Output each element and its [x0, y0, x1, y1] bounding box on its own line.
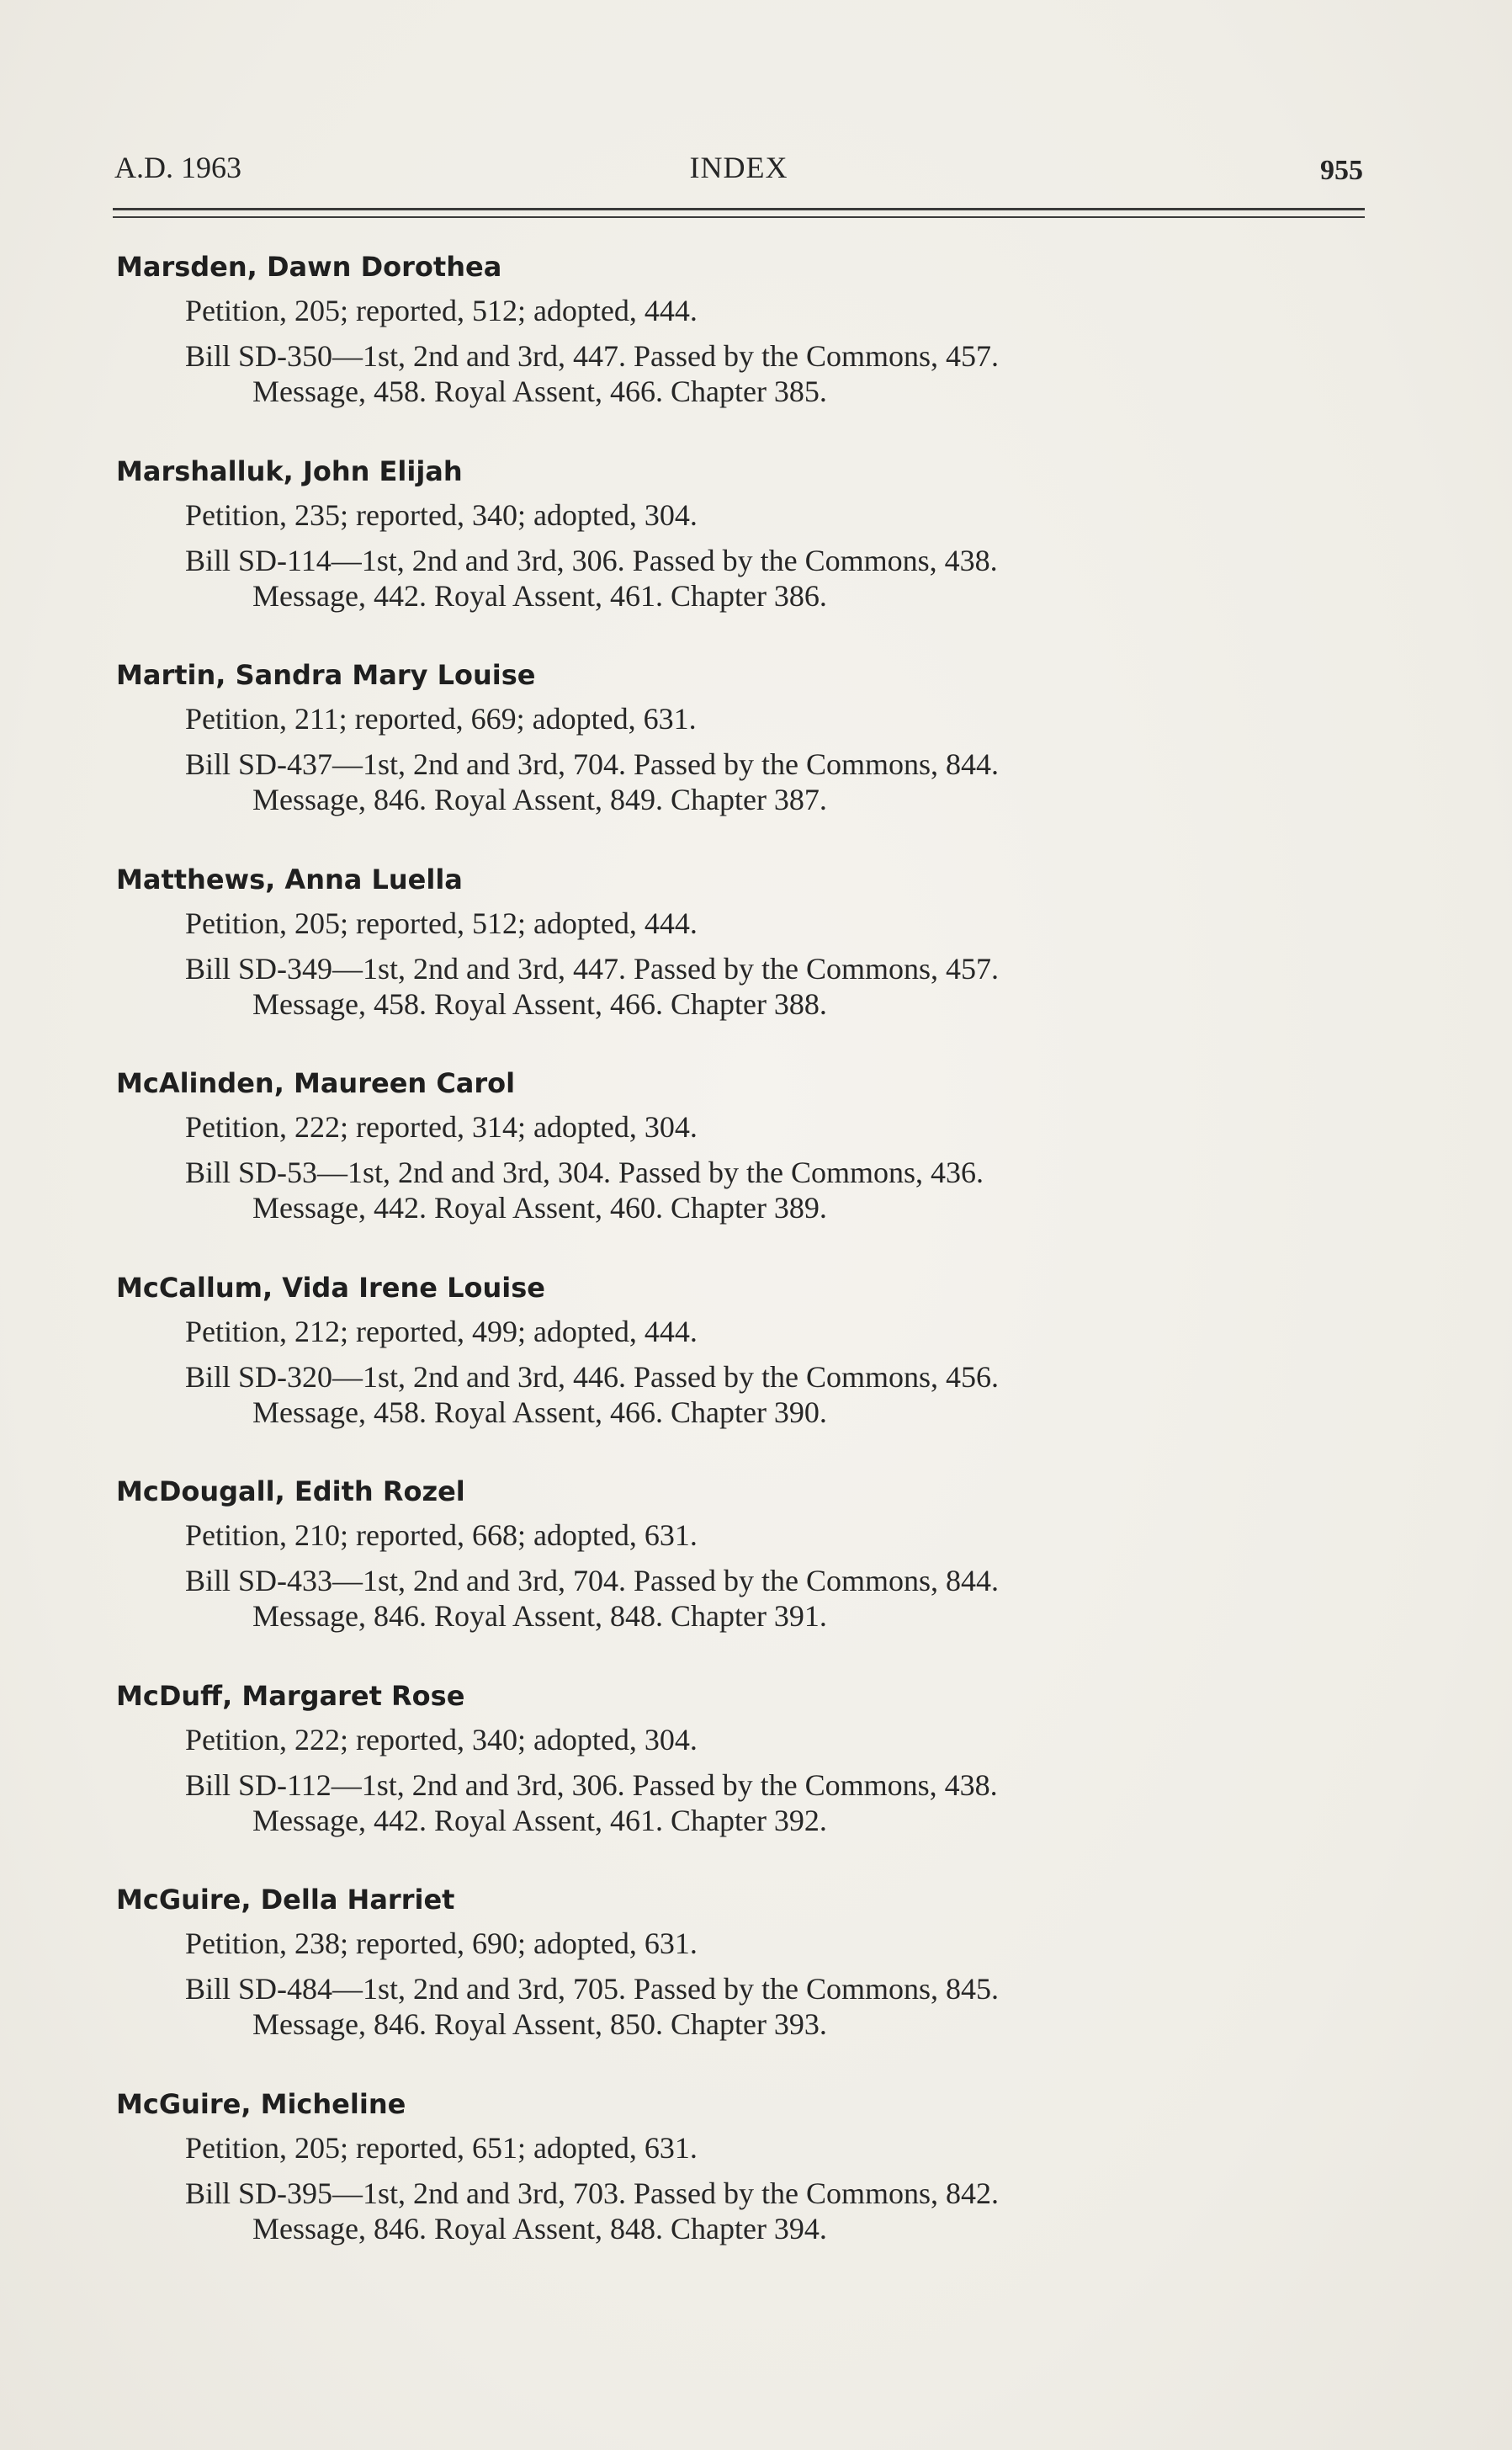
entry-bill: Bill SD-349—1st, 2nd and 3rd, 447. Passed by the Commons, 457. — [185, 951, 1000, 986]
entry-petition: Petition, 238; reported, 690; adopted, 631. — [185, 1927, 698, 1960]
entry-name: Marshalluk, John Elijah — [116, 454, 463, 487]
entry-bill: Bill SD-350—1st, 2nd and 3rd, 447. Passed by the Commons, 457. — [185, 339, 1000, 373]
header-rule-bottom — [113, 216, 1365, 218]
index-entry — [104, 1067, 1366, 1272]
entry-bill: Bill SD-320—1st, 2nd and 3rd, 446. Passed by the Commons, 456. — [185, 1359, 1000, 1394]
entry-petition: Petition, 235; reported, 340; adopted, 304. — [185, 497, 698, 532]
index-entry — [104, 659, 1366, 864]
entry-bill: Bill SD-395—1st, 2nd and 3rd, 703. Passed by the Commons, 842. — [185, 2176, 1000, 2210]
index-entry — [104, 1884, 1366, 2088]
entry-message: Message, 442. Royal Assent, 460. Chapter 389. — [252, 1191, 827, 1225]
entry-message: Message, 442. Royal Assent, 461. Chapter 386. — [252, 578, 827, 613]
entry-message: Message, 846. Royal Assent, 848. Chapter 394. — [252, 2211, 827, 2245]
entry-bill: Bill SD-114—1st, 2nd and 3rd, 306. Passed by the Commons, 438. — [185, 543, 998, 577]
index-entry — [104, 1475, 1366, 1680]
header-rule-top — [113, 208, 1365, 210]
entry-name: McCallum, Vida Irene Louise — [116, 1271, 545, 1304]
index-entry — [104, 1680, 1366, 1884]
entry-petition: Petition, 211; reported, 669; adopted, 631. — [185, 702, 697, 736]
header-title: INDEX — [689, 151, 788, 184]
entry-name: McGuire, Micheline — [116, 2087, 406, 2120]
entry-name: McDougall, Edith Rozel — [116, 1475, 465, 1507]
entry-message: Message, 442. Royal Assent, 461. Chapter 392. — [252, 1803, 827, 1837]
entry-name: Marsden, Dawn Dorothea — [116, 251, 502, 283]
entry-petition: Petition, 222; reported, 340; adopted, 304. — [185, 1722, 698, 1756]
entry-petition: Petition, 205; reported, 651; adopted, 631. — [185, 2130, 698, 2165]
entry-petition: Petition, 212; reported, 499; adopted, 444. — [185, 1314, 698, 1348]
running-head — [114, 150, 1363, 192]
entry-name: Matthews, Anna Luella — [116, 863, 463, 895]
entry-bill: Bill SD-433—1st, 2nd and 3rd, 704. Passed by the Commons, 844. — [185, 1564, 1000, 1597]
entry-petition: Petition, 222; reported, 314; adopted, 304. — [185, 1110, 698, 1144]
entry-message: Message, 846. Royal Assent, 850. Chapter 393. — [252, 2007, 827, 2041]
entry-message: Message, 846. Royal Assent, 849. Chapter 387. — [252, 783, 827, 816]
entry-petition: Petition, 210; reported, 668; adopted, 631. — [185, 1518, 698, 1552]
entry-message: Message, 458. Royal Assent, 466. Chapter 390. — [252, 1395, 827, 1429]
entry-bill: Bill SD-437—1st, 2nd and 3rd, 704. Passed by the Commons, 844. — [185, 747, 1000, 781]
entry-name: McGuire, Della Harriet — [116, 1884, 455, 1916]
entry-bill: Bill SD-484—1st, 2nd and 3rd, 705. Passed by the Commons, 845. — [185, 1972, 1000, 2006]
entry-name: McDuff, Margaret Rose — [116, 1679, 465, 1712]
entry-message: Message, 846. Royal Assent, 848. Chapter 391. — [252, 1599, 827, 1633]
index-entries — [104, 251, 1366, 2292]
entry-name: McAlinden, Maureen Carol — [116, 1067, 516, 1099]
entry-bill: Bill SD-53—1st, 2nd and 3rd, 304. Passed by the Commons, 436. — [185, 1156, 984, 1189]
entry-name: Martin, Sandra Mary Louise — [116, 659, 536, 691]
entry-petition: Petition, 205; reported, 512; adopted, 444. — [185, 294, 698, 327]
page-number: 955 — [1320, 155, 1363, 186]
header-year: A.D. 1963 — [114, 151, 241, 184]
index-entry — [104, 251, 1366, 455]
entry-message: Message, 458. Royal Assent, 466. Chapter 385. — [252, 375, 827, 408]
index-entry — [104, 455, 1366, 660]
index-entry — [104, 2088, 1366, 2293]
index-entry — [104, 1272, 1366, 1476]
entry-message: Message, 458. Royal Assent, 466. Chapter 388. — [252, 986, 827, 1021]
entry-bill: Bill SD-112—1st, 2nd and 3rd, 306. Passed by the Commons, 438. — [185, 1767, 998, 1802]
index-entry — [104, 864, 1366, 1068]
entry-petition: Petition, 205; reported, 512; adopted, 444. — [185, 906, 698, 940]
